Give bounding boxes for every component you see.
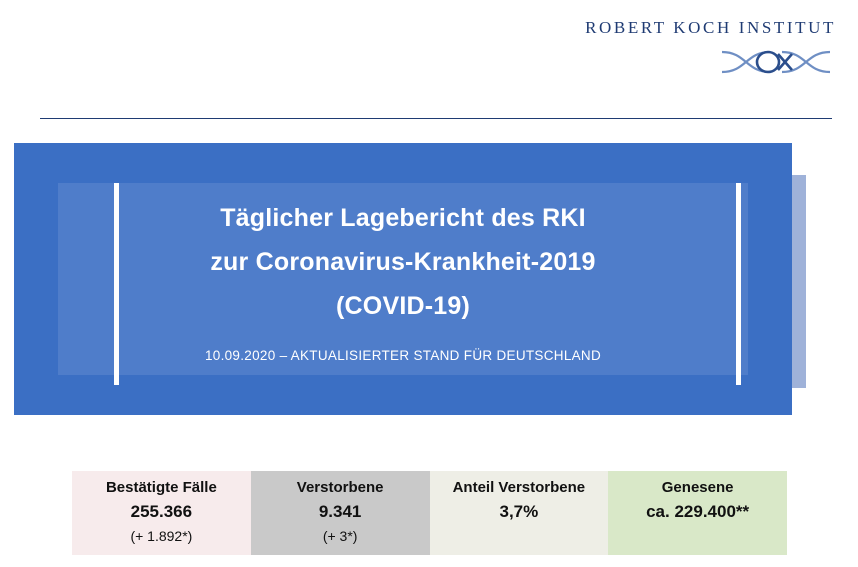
stat-value: 9.341 — [318, 502, 362, 521]
stat-delta — [434, 525, 605, 547]
banner-title-line-3: (COVID-19) — [336, 291, 470, 320]
stat-cell-death-rate — [430, 471, 609, 555]
banner-title-line-2: zur Coronavirus-Krankheit-2019 — [210, 247, 596, 276]
banner-title-line-1: Täglicher Lagebericht des RKI — [220, 203, 586, 232]
banner-subtitle: 10.09.2020 – AKTUALISIERTER STAND FÜR DEUTSCHLAND — [204, 347, 602, 363]
stat-cell-confirmed-cases — [72, 471, 251, 555]
stat-value: 3,7% — [499, 502, 539, 521]
stat-delta — [612, 525, 783, 547]
stat-cell-recovered — [608, 471, 787, 555]
stat-value: 255.366 — [130, 502, 193, 521]
stat-label: Genesene — [661, 479, 734, 496]
stat-value: ca. 229.400** — [646, 502, 750, 521]
banner-text-block — [14, 143, 792, 415]
summary-stats-table — [72, 471, 787, 555]
institute-name: ROBERT KOCH INSTITUT — [585, 18, 836, 37]
rki-dna-helix-logo-icon — [536, 42, 836, 82]
stat-label: Bestätigte Fälle — [105, 479, 217, 496]
header-divider — [40, 118, 832, 119]
stat-delta: (+ 3*) — [322, 528, 358, 544]
stat-cell-deaths — [251, 471, 430, 555]
stat-label: Verstorbene — [296, 479, 384, 496]
stat-delta: (+ 1.892*) — [130, 528, 193, 544]
rki-logo-block — [536, 18, 836, 82]
stat-label: Anteil Verstorbene — [452, 479, 586, 496]
